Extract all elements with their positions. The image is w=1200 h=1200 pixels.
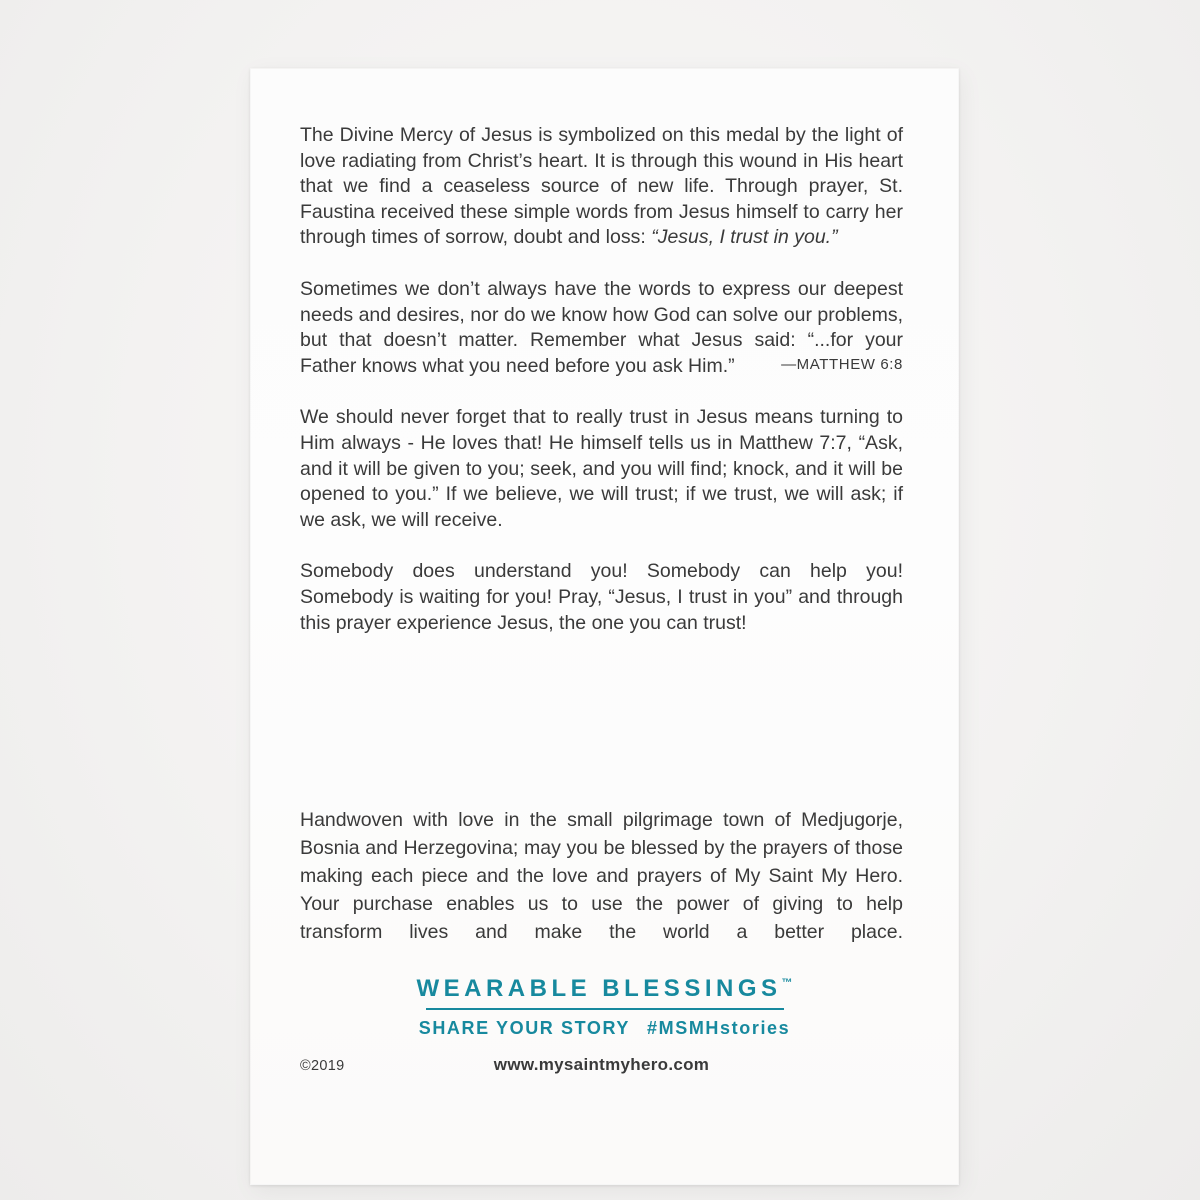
paragraph-trust-in-jesus (300, 405, 903, 533)
paragraph-divine-mercy-text: The Divine Mercy of Jesus is symbolized on this medal by the light of love radiating from Christ’s heart. It is through this wound in His heart that we find a ceaseless source of new life. Through prayer, St. Faustina received these simple words from Jesus himself to carry her through times of sorrow, doubt and loss: (300, 124, 903, 249)
paragraph-handwoven-origin: Handwoven with love in the small pilgrimage town of Medjugorje, Bosnia and Herzegovina; may you be blessed by the prayers of those making each piece and the love and prayers of My Saint My Hero. Your purchase enables us to use the power of giving to help transform lives and make the world a better place. (300, 809, 903, 943)
brand-title-text: WEARABLE BLESSINGS (416, 975, 782, 1002)
msmh-hashtag: #MSMHstories (647, 1018, 791, 1038)
card-footer (300, 1055, 903, 1077)
paragraph-prayer-words-text: Sometimes we don’t always have the words to express our deepest needs and desires, nor do we know how God can solve our problems, but that doesn’t matter. Remember what Jesus said: “...for your Father knows what you need before you ask Him.” (300, 277, 903, 377)
brand-title (251, 975, 958, 1003)
paragraph-divine-mercy (300, 123, 903, 251)
scripture-attribution-matthew: —MATTHEW 6:8 (781, 355, 903, 373)
card-body-text (300, 123, 903, 662)
brand-divider (426, 1008, 784, 1010)
copyright-year: ©2019 (300, 1058, 345, 1074)
wearable-blessings-branding (251, 975, 958, 1039)
paragraph-somebody-understands (300, 559, 903, 636)
prayer-card (250, 68, 959, 1185)
jesus-quote-italic: “Jesus, I trust in you.” (651, 226, 838, 249)
paragraph-somebody-understands-text: Somebody does understand you! Somebody can help you! Somebody is waiting for you! Pray, “Jesus, I trust in you” and through this prayer experience Jesus, the one you can trust! (300, 560, 903, 634)
share-your-story-text: SHARE YOUR STORY (418, 1018, 631, 1038)
brand-tagline (251, 1018, 958, 1039)
trademark-symbol: ™ (781, 977, 793, 989)
paragraph-trust-in-jesus-text: We should never forget that to really trust in Jesus means turning to Him always - He loves that! He himself tells us in Matthew 7:7, “Ask, and it will be given to you; seek, and you will find; knock, and it will be opened to you.” If we believe, we will trust; if we trust, we will ask; if we ask, we will receive. (300, 406, 903, 531)
paragraph-prayer-words (300, 277, 903, 379)
website-url: www.mysaintmyhero.com (493, 1055, 710, 1074)
